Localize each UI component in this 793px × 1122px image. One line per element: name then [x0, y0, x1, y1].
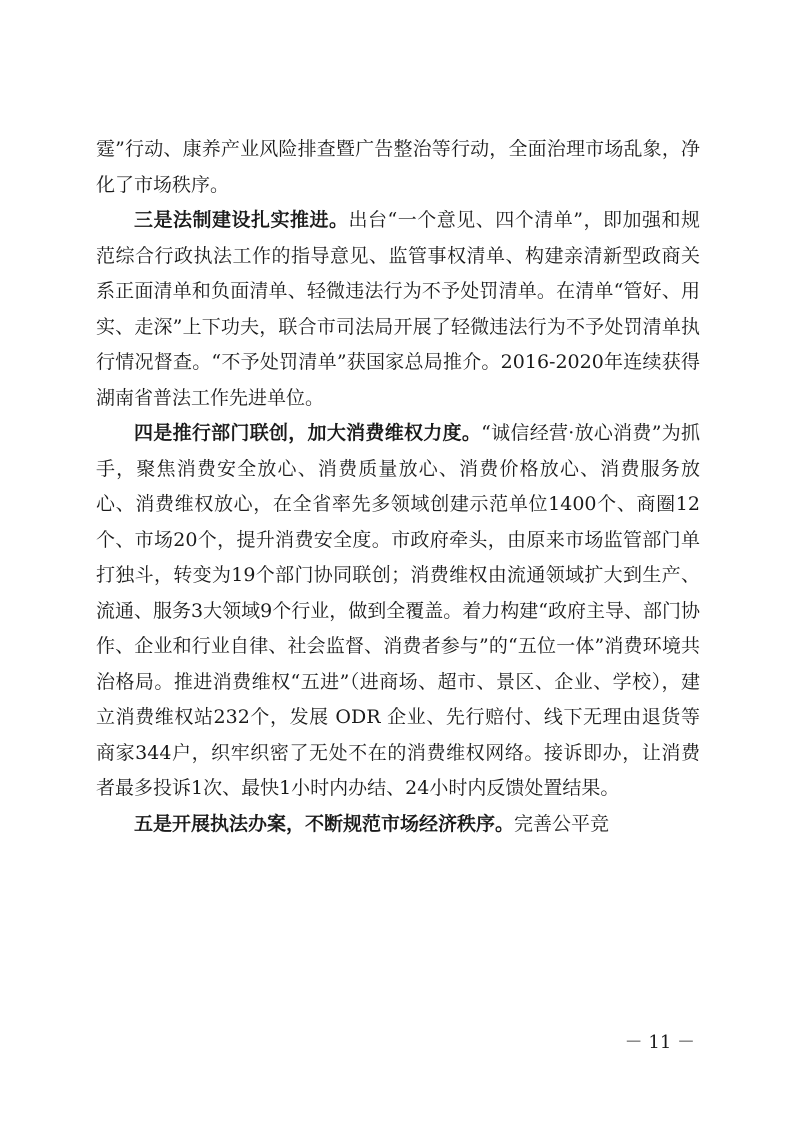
paragraph-text: 完善公平竞 [514, 812, 610, 835]
paragraph-law-enforcement [96, 807, 700, 843]
paragraph-text: 出台“一个意见、四个清单”，即加强和规范综合行政执法工作的指导意见、监管事权清单、构建亲清新型政商关系正面清单和负面清单、轻微违法行为不予处罚清单。在清单“管好、用实、走深”上下功夫，联合市司法局开展了轻微违法行为不予处罚清单执行情况督查。“不予处罚清单”获国家总局推介。2016-2020年连续获得湖南省普法工作先进单位。 [96, 209, 700, 409]
paragraph-text: 霆”行动、康养产业风险排查暨广告整治等行动，全面治理市场乱象，净化了市场秩序。 [96, 138, 700, 196]
paragraph-continuation [96, 132, 700, 203]
paragraph-lead: 四是推行部门联创，加大消费维权力度。 [134, 422, 482, 444]
paragraph-lead: 五是开展执法办案，不断规范市场经济秩序。 [134, 812, 515, 835]
paragraph-consumer-rights [96, 416, 700, 807]
page-number: － 11 － [624, 1032, 695, 1053]
paragraph-lead: 三是法制建设扎实推进。 [134, 209, 349, 231]
paragraph-text: “诚信经营·放心消费”为抓手，聚焦消费安全放心、消费质量放心、消费价格放心、消费服务放心、消费维权放心，在全省率先多领域创建示范单位1400个、商圈12个、市场20个，提升消费安全度。市政府牵头，由原来市场监管部门单打独斗，转变为19个部门协同联创；消费维权由流通领域扩大到生产、流通、服务3大领域9个行业，做到全覆盖。着力构建“政府主导、部门协作、企业和行业自律、社会监督、消费者参与”的“五位一体”消费环境共治格局。推进消费维权“五进”（进商场、超市、景区、企业、学校），建立消费维权站232个，发展 ODR 企业、先行赔付、线下无理由退货等商家344户，织牢织密了无处不在的消费维权网络。接诉即办，让消费者最多投诉1次、最快1小时内办结、24小时内反馈处置结果。 [96, 422, 700, 799]
body-text [96, 132, 700, 842]
paragraph-legal-construction [96, 203, 700, 416]
